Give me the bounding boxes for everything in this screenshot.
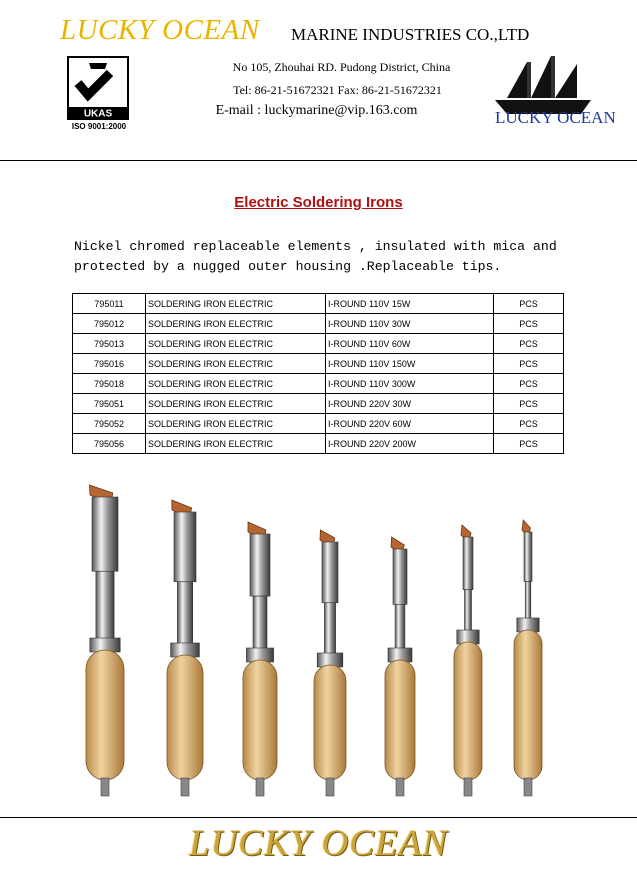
product-name: SOLDERING IRON ELECTRIC — [146, 314, 326, 334]
product-name: SOLDERING IRON ELECTRIC — [146, 374, 326, 394]
product-spec: I-ROUND 110V 60W — [326, 334, 494, 354]
table-row — [73, 294, 564, 314]
product-unit: PCS — [494, 334, 564, 354]
product-code: 795011 — [73, 294, 146, 314]
metal-barrel — [92, 497, 118, 571]
company-address: No 105, Zhouhai RD. Pudong District, China — [232, 60, 451, 74]
metal-barrel — [393, 549, 407, 604]
product-name: SOLDERING IRON ELECTRIC — [146, 334, 326, 354]
ship-logo-text: LUCKY OCEAN — [495, 108, 616, 127]
footer-divider — [0, 817, 637, 818]
product-code: 795013 — [73, 334, 146, 354]
wooden-handle — [385, 660, 415, 780]
metal-barrel — [250, 534, 270, 596]
wooden-handle — [243, 660, 277, 780]
product-name: SOLDERING IRON ELECTRIC — [146, 354, 326, 374]
wooden-handle — [454, 642, 482, 780]
metal-barrel — [463, 537, 473, 590]
product-code: 795012 — [73, 314, 146, 334]
power-cord — [524, 778, 532, 796]
metal-barrel — [174, 512, 196, 582]
product-name: SOLDERING IRON ELECTRIC — [146, 294, 326, 314]
ukas-text: UKAS — [83, 108, 113, 120]
product-spec: I-ROUND 220V 60W — [326, 414, 494, 434]
product-unit: PCS — [494, 414, 564, 434]
product-unit: PCS — [494, 434, 564, 454]
wooden-handle — [514, 630, 542, 780]
product-spec: I-ROUND 110V 150W — [326, 354, 494, 374]
product-name: SOLDERING IRON ELECTRIC — [146, 414, 326, 434]
soldering-irons-photo — [60, 480, 580, 805]
company-phone: Tel: 86-21-51672321 Fax: 86-21-51672321 — [233, 83, 442, 97]
table-row — [73, 314, 564, 334]
table-row — [73, 414, 564, 434]
power-cord — [464, 778, 472, 796]
product-name: SOLDERING IRON ELECTRIC — [146, 434, 326, 454]
table-row — [73, 374, 564, 394]
section-title: Electric Soldering Irons — [234, 194, 403, 211]
wooden-handle — [167, 655, 203, 780]
product-table — [72, 293, 564, 454]
product-code: 795052 — [73, 414, 146, 434]
table-row — [73, 334, 564, 354]
company-name: MARINE INDUSTRIES CO.,LTD — [291, 25, 530, 44]
product-code: 795056 — [73, 434, 146, 454]
metal-barrel — [524, 532, 532, 582]
iso-certification: ISO 9001:2000 — [71, 122, 127, 131]
wooden-handle — [86, 650, 124, 780]
product-name: SOLDERING IRON ELECTRIC — [146, 394, 326, 414]
power-cord — [101, 778, 109, 796]
product-code: 795018 — [73, 374, 146, 394]
header-divider — [0, 160, 637, 161]
product-unit: PCS — [494, 374, 564, 394]
product-code: 795016 — [73, 354, 146, 374]
product-description: Nickel chromed replaceable elements , insulated with mica and protected by a nugged outer housing .Replaceable tips. — [74, 239, 557, 274]
product-code: 795051 — [73, 394, 146, 414]
power-cord — [326, 778, 334, 796]
product-spec: I-ROUND 110V 15W — [326, 294, 494, 314]
power-cord — [256, 778, 264, 796]
product-spec: I-ROUND 110V 300W — [326, 374, 494, 394]
metal-barrel — [322, 542, 338, 603]
power-cord — [181, 778, 189, 796]
product-spec: I-ROUND 220V 30W — [326, 394, 494, 414]
company-email: E-mail : luckymarine@vip.163.com — [215, 103, 418, 118]
product-unit: PCS — [494, 394, 564, 414]
company-brand: LUCKY OCEAN — [60, 14, 260, 46]
table-row — [73, 354, 564, 374]
product-spec: I-ROUND 220V 200W — [326, 434, 494, 454]
table-row — [73, 434, 564, 454]
wooden-handle — [314, 665, 346, 780]
product-unit: PCS — [494, 294, 564, 314]
product-spec: I-ROUND 110V 30W — [326, 314, 494, 334]
product-unit: PCS — [494, 354, 564, 374]
power-cord — [396, 778, 404, 796]
table-row — [73, 394, 564, 414]
footer-logo: LUCKY OCEAN — [189, 823, 448, 864]
product-unit: PCS — [494, 314, 564, 334]
